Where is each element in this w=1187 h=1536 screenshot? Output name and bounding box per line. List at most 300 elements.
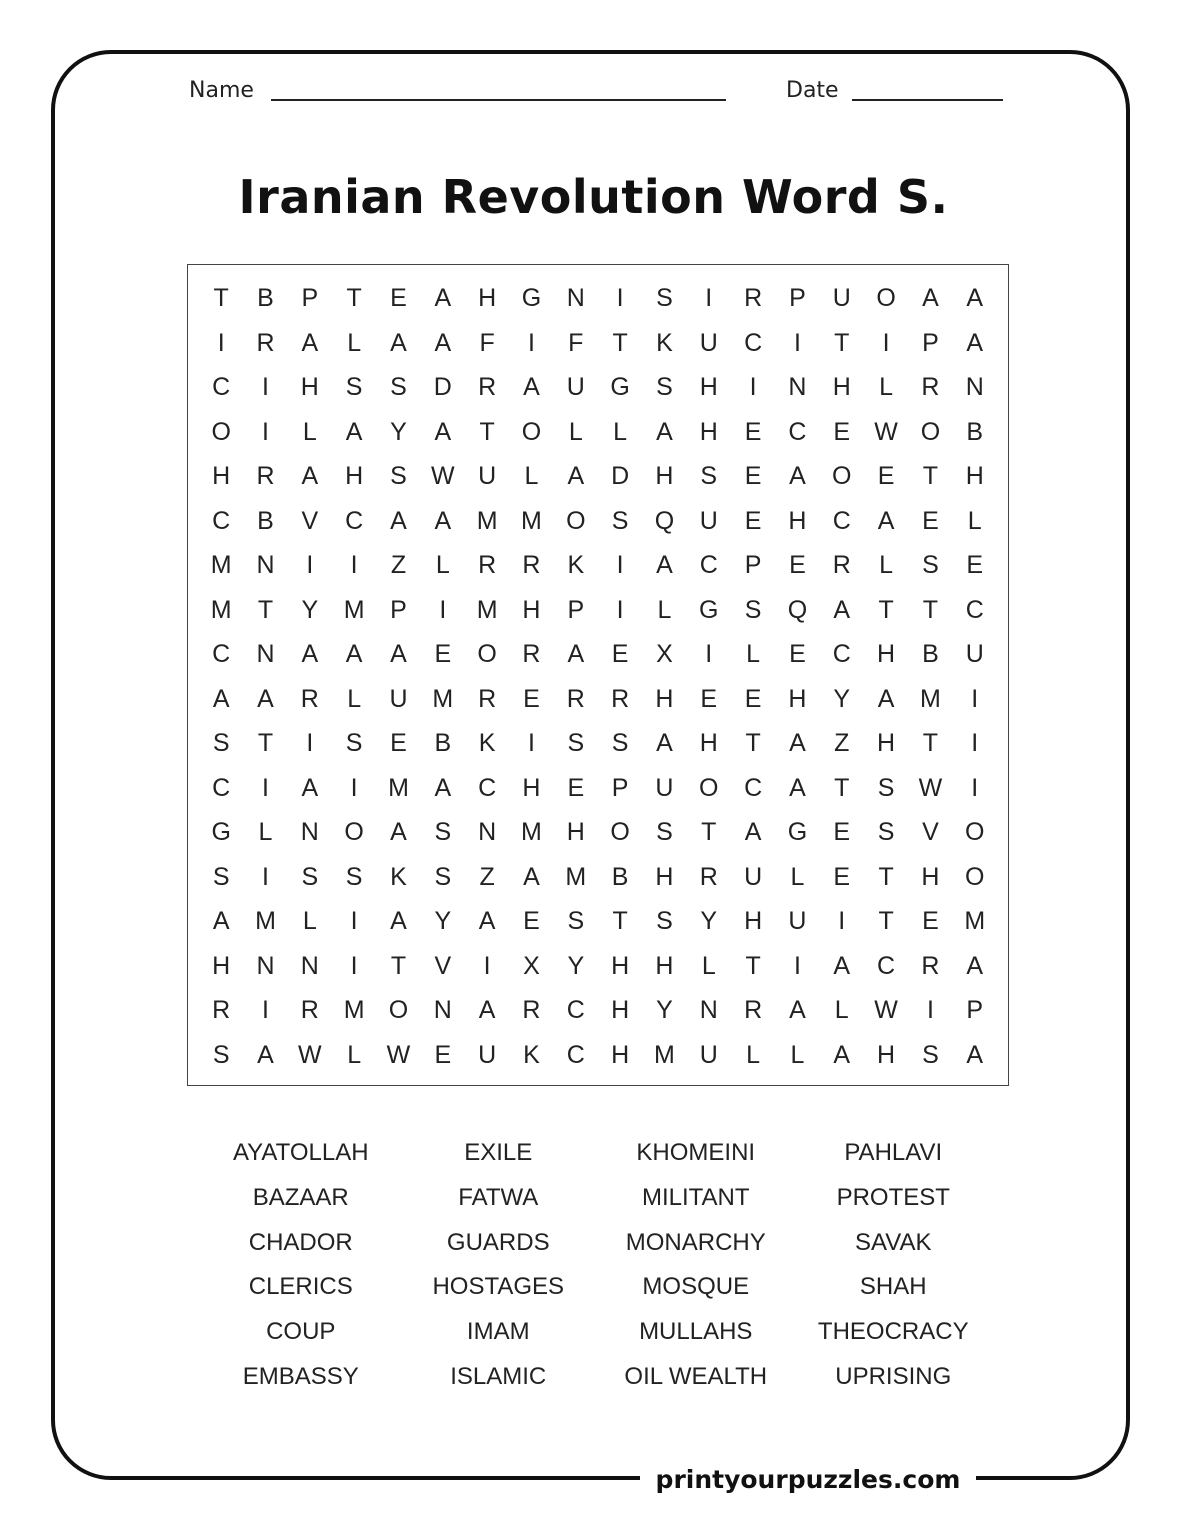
grid-letter[interactable]: P <box>567 595 585 624</box>
grid-letter[interactable]: L <box>347 1040 362 1069</box>
grid-letter[interactable]: U <box>389 684 408 713</box>
grid-letter[interactable]: M <box>920 684 941 713</box>
grid-letter[interactable]: R <box>522 551 541 579</box>
grid-letter[interactable]: B <box>257 284 274 312</box>
grid-letter[interactable]: N <box>256 551 275 579</box>
grid-letter[interactable]: P <box>789 284 806 312</box>
grid-letter[interactable]: R <box>256 328 275 357</box>
grid-letter[interactable]: S <box>212 1040 230 1069</box>
grid-letter[interactable]: T <box>257 729 274 757</box>
grid-letter[interactable]: A <box>966 951 984 980</box>
grid-letter[interactable]: U <box>965 640 984 668</box>
grid-letter[interactable]: O <box>388 996 409 1024</box>
grid-letter[interactable]: T <box>834 773 850 802</box>
grid-letter[interactable]: M <box>210 551 232 579</box>
grid-letter[interactable]: T <box>612 907 628 935</box>
grid-letter[interactable]: I <box>350 951 358 980</box>
grid-letter[interactable]: C <box>566 1040 585 1069</box>
grid-letter[interactable]: H <box>212 951 231 980</box>
grid-letter[interactable]: I <box>306 551 314 579</box>
grid-letter[interactable]: A <box>390 907 407 935</box>
grid-letter[interactable]: M <box>343 996 365 1024</box>
grid-letter[interactable]: S <box>567 729 585 757</box>
grid-letter[interactable]: M <box>255 907 276 935</box>
grid-letter[interactable]: A <box>301 328 319 357</box>
grid-letter[interactable]: E <box>877 462 895 490</box>
grid-letter[interactable]: H <box>788 684 807 713</box>
grid-letter[interactable]: P <box>922 328 939 357</box>
grid-letter[interactable]: E <box>833 818 851 846</box>
grid-letter[interactable]: A <box>833 951 851 980</box>
grid-letter[interactable]: H <box>611 1040 630 1069</box>
grid-letter[interactable]: H <box>566 818 585 846</box>
grid-letter[interactable]: T <box>834 328 850 357</box>
grid-letter[interactable]: N <box>478 818 497 846</box>
grid-letter[interactable]: A <box>301 462 319 490</box>
grid-letter[interactable]: C <box>832 506 851 535</box>
grid-letter[interactable]: Z <box>390 551 407 579</box>
grid-letter[interactable]: H <box>832 373 851 401</box>
grid-letter[interactable]: A <box>390 640 407 668</box>
grid-letter[interactable]: A <box>345 640 363 668</box>
grid-letter[interactable]: G <box>610 373 630 401</box>
grid-letter[interactable]: R <box>744 284 763 312</box>
grid-letter[interactable]: I <box>616 595 624 624</box>
grid-letter[interactable]: R <box>478 373 497 401</box>
grid-letter[interactable]: L <box>302 417 317 446</box>
grid-letter[interactable]: H <box>300 373 319 401</box>
grid-letter[interactable]: W <box>298 1040 322 1069</box>
grid-letter[interactable]: A <box>478 996 496 1024</box>
grid-letter[interactable]: E <box>744 462 762 490</box>
grid-letter[interactable]: O <box>211 417 231 446</box>
grid-letter[interactable]: T <box>878 595 894 624</box>
grid-letter[interactable]: H <box>699 729 718 757</box>
grid-letter[interactable]: E <box>390 284 407 312</box>
grid-letter[interactable]: S <box>922 1040 939 1069</box>
grid-letter[interactable]: U <box>699 1040 718 1069</box>
grid-letter[interactable]: H <box>655 462 674 490</box>
grid-letter[interactable]: A <box>434 328 452 357</box>
grid-letter[interactable]: L <box>524 462 539 490</box>
grid-letter[interactable]: T <box>745 951 761 980</box>
grid-letter[interactable]: A <box>789 462 806 490</box>
grid-letter[interactable]: U <box>699 506 718 535</box>
grid-letter[interactable]: M <box>654 1040 675 1069</box>
grid-letter[interactable]: Y <box>833 684 851 713</box>
grid-letter[interactable]: G <box>211 818 231 846</box>
grid-letter[interactable]: A <box>301 773 319 802</box>
grid-letter[interactable]: S <box>434 862 452 891</box>
grid-letter[interactable]: B <box>611 862 629 891</box>
grid-letter[interactable]: N <box>256 640 275 668</box>
grid-letter[interactable]: S <box>212 729 230 757</box>
grid-letter[interactable]: I <box>527 729 535 757</box>
grid-letter[interactable]: Z <box>479 862 495 891</box>
grid-letter[interactable]: V <box>301 506 319 535</box>
grid-letter[interactable]: S <box>390 373 407 401</box>
grid-letter[interactable]: W <box>386 1040 411 1069</box>
grid-letter[interactable]: A <box>478 907 496 935</box>
grid-letter[interactable]: K <box>478 729 496 757</box>
grid-letter[interactable]: I <box>350 907 358 935</box>
grid-letter[interactable]: A <box>656 551 673 579</box>
grid-letter[interactable]: U <box>478 1040 497 1069</box>
grid-letter[interactable]: S <box>567 907 585 935</box>
grid-letter[interactable]: Y <box>301 595 319 624</box>
grid-letter[interactable]: C <box>478 773 497 802</box>
grid-letter[interactable]: C <box>965 595 984 624</box>
grid-letter[interactable]: Y <box>656 996 673 1024</box>
grid-letter[interactable]: Q <box>654 506 675 535</box>
grid-letter[interactable]: E <box>922 506 939 535</box>
grid-letter[interactable]: R <box>921 951 940 980</box>
grid-letter[interactable]: C <box>345 506 364 535</box>
grid-letter[interactable]: N <box>965 373 984 401</box>
grid-letter[interactable]: M <box>388 773 409 802</box>
grid-letter[interactable]: N <box>300 818 319 846</box>
grid-letter[interactable]: S <box>345 862 363 891</box>
grid-letter[interactable]: C <box>566 996 585 1024</box>
grid-letter[interactable]: L <box>657 595 672 624</box>
grid-letter[interactable]: C <box>744 773 763 802</box>
grid-letter[interactable]: K <box>567 551 585 579</box>
grid-letter[interactable]: C <box>212 640 231 668</box>
grid-letter[interactable]: I <box>882 328 890 357</box>
grid-letter[interactable]: L <box>347 684 362 713</box>
grid-letter[interactable]: T <box>346 284 362 312</box>
grid-letter[interactable]: H <box>699 417 718 446</box>
grid-letter[interactable]: L <box>613 417 628 446</box>
grid-letter[interactable]: H <box>921 862 940 891</box>
grid-letter[interactable]: E <box>744 417 762 446</box>
grid-letter[interactable]: X <box>656 640 673 668</box>
grid-letter[interactable]: I <box>971 773 979 802</box>
grid-letter[interactable]: H <box>478 284 497 312</box>
grid-letter[interactable]: L <box>834 996 849 1024</box>
grid-letter[interactable]: S <box>212 862 230 891</box>
grid-letter[interactable]: O <box>876 284 896 312</box>
grid-letter[interactable]: S <box>656 373 673 401</box>
grid-letter[interactable]: S <box>700 462 718 490</box>
grid-letter[interactable]: E <box>744 684 762 713</box>
grid-letter[interactable]: E <box>833 417 851 446</box>
grid-letter[interactable]: S <box>611 729 629 757</box>
grid-letter[interactable]: E <box>922 907 939 935</box>
grid-letter[interactable]: H <box>788 506 807 535</box>
name-field[interactable] <box>271 99 726 101</box>
grid-letter[interactable]: A <box>257 1040 274 1069</box>
grid-letter[interactable]: U <box>478 462 497 490</box>
grid-letter[interactable]: K <box>656 328 673 357</box>
grid-letter[interactable]: C <box>212 773 231 802</box>
grid-letter[interactable]: I <box>971 729 979 757</box>
grid-letter[interactable]: H <box>345 462 364 490</box>
grid-letter[interactable]: B <box>966 417 984 446</box>
grid-letter[interactable]: S <box>434 818 452 846</box>
grid-letter[interactable]: L <box>879 373 894 401</box>
grid-letter[interactable]: Y <box>434 907 452 935</box>
grid-letter[interactable]: B <box>434 729 452 757</box>
grid-letter[interactable]: L <box>258 818 273 846</box>
grid-letter[interactable]: I <box>306 729 314 757</box>
grid-letter[interactable]: L <box>302 907 317 935</box>
grid-letter[interactable]: A <box>434 773 452 802</box>
grid-letter[interactable]: T <box>878 862 894 891</box>
grid-letter[interactable]: X <box>523 951 540 980</box>
grid-letter[interactable]: A <box>390 818 407 846</box>
grid-letter[interactable]: R <box>744 996 763 1024</box>
grid-letter[interactable]: N <box>300 951 319 980</box>
grid-letter[interactable]: I <box>926 996 934 1024</box>
grid-letter[interactable]: W <box>874 996 898 1024</box>
grid-letter[interactable]: R <box>611 684 630 713</box>
grid-letter[interactable]: I <box>616 551 624 579</box>
grid-letter[interactable]: O <box>699 773 719 802</box>
date-field[interactable] <box>852 99 1003 101</box>
grid-letter[interactable]: I <box>439 595 447 624</box>
grid-letter[interactable]: S <box>301 862 319 891</box>
grid-letter[interactable]: P <box>744 551 762 579</box>
grid-letter[interactable]: M <box>210 595 232 624</box>
grid-letter[interactable]: E <box>789 551 806 579</box>
grid-letter[interactable]: O <box>566 506 586 535</box>
grid-letter[interactable]: L <box>790 862 805 891</box>
grid-letter[interactable]: L <box>790 1040 805 1069</box>
grid-letter[interactable]: O <box>477 640 497 668</box>
grid-letter[interactable]: H <box>877 1040 896 1069</box>
grid-letter[interactable]: E <box>611 640 629 668</box>
grid-letter[interactable]: R <box>212 996 231 1024</box>
grid-letter[interactable]: W <box>918 773 943 802</box>
grid-letter[interactable]: A <box>922 284 939 312</box>
grid-letter[interactable]: S <box>922 551 939 579</box>
puzzle-grid[interactable] <box>199 276 997 1077</box>
grid-letter[interactable]: H <box>699 373 718 401</box>
grid-letter[interactable]: Z <box>834 729 850 757</box>
grid-letter[interactable]: T <box>745 729 761 757</box>
grid-letter[interactable]: P <box>390 595 407 624</box>
grid-letter[interactable]: L <box>746 1040 761 1069</box>
grid-letter[interactable]: M <box>565 862 587 891</box>
grid-letter[interactable]: E <box>966 551 984 579</box>
grid-letter[interactable]: L <box>701 951 716 980</box>
grid-letter[interactable]: A <box>390 328 407 357</box>
grid-letter[interactable]: T <box>479 417 495 446</box>
grid-letter[interactable]: S <box>877 818 895 846</box>
grid-letter[interactable]: S <box>656 818 673 846</box>
grid-letter[interactable]: I <box>217 328 225 357</box>
grid-letter[interactable]: H <box>522 595 541 624</box>
grid-letter[interactable]: R <box>478 551 497 579</box>
grid-letter[interactable]: H <box>744 907 763 935</box>
grid-letter[interactable]: A <box>567 640 585 668</box>
grid-letter[interactable]: U <box>655 773 674 802</box>
grid-letter[interactable]: H <box>655 951 674 980</box>
grid-letter[interactable]: L <box>746 640 761 668</box>
grid-letter[interactable]: R <box>478 684 497 713</box>
grid-letter[interactable]: S <box>345 729 363 757</box>
grid-letter[interactable]: I <box>971 684 979 713</box>
grid-letter[interactable]: W <box>874 417 898 446</box>
grid-letter[interactable]: R <box>300 996 319 1024</box>
grid-letter[interactable]: A <box>833 595 851 624</box>
grid-letter[interactable]: T <box>390 951 407 980</box>
grid-letter[interactable]: A <box>301 640 319 668</box>
grid-letter[interactable]: P <box>966 996 984 1024</box>
site-url[interactable]: printyourpuzzles.com <box>655 1465 961 1494</box>
grid-letter[interactable]: A <box>833 1040 851 1069</box>
grid-letter[interactable]: I <box>705 640 713 668</box>
grid-letter[interactable]: A <box>966 284 984 312</box>
grid-letter[interactable]: V <box>922 818 939 846</box>
grid-letter[interactable]: M <box>432 684 454 713</box>
grid-letter[interactable]: A <box>789 773 806 802</box>
grid-letter[interactable]: E <box>567 773 585 802</box>
grid-letter[interactable]: S <box>744 595 762 624</box>
grid-letter[interactable]: H <box>611 951 630 980</box>
grid-letter[interactable]: E <box>789 640 806 668</box>
grid-letter[interactable]: A <box>257 684 274 713</box>
grid-letter[interactable]: N <box>433 996 452 1024</box>
grid-letter[interactable]: S <box>345 373 363 401</box>
grid-letter[interactable]: A <box>966 328 984 357</box>
grid-letter[interactable]: C <box>788 417 807 446</box>
grid-letter[interactable]: Q <box>787 595 808 624</box>
grid-letter[interactable]: H <box>655 684 674 713</box>
grid-letter[interactable]: E <box>434 640 452 668</box>
grid-letter[interactable]: T <box>922 595 939 624</box>
grid-letter[interactable]: A <box>212 684 230 713</box>
grid-letter[interactable]: C <box>699 551 718 579</box>
grid-letter[interactable]: R <box>699 862 718 891</box>
grid-letter[interactable]: A <box>345 417 363 446</box>
grid-letter[interactable]: O <box>965 818 985 846</box>
grid-letter[interactable]: B <box>922 640 939 668</box>
grid-letter[interactable]: R <box>522 640 541 668</box>
grid-letter[interactable]: A <box>434 417 452 446</box>
grid-letter[interactable]: T <box>612 328 628 357</box>
grid-letter[interactable]: S <box>390 462 407 490</box>
grid-letter[interactable]: L <box>879 551 894 579</box>
grid-letter[interactable]: M <box>521 818 542 846</box>
grid-letter[interactable]: P <box>611 773 629 802</box>
grid-letter[interactable]: O <box>610 818 630 846</box>
grid-letter[interactable]: R <box>832 551 851 579</box>
grid-letter[interactable]: I <box>262 417 269 446</box>
grid-letter[interactable]: T <box>922 729 939 757</box>
grid-letter[interactable]: L <box>568 417 583 446</box>
grid-letter[interactable]: N <box>566 284 585 312</box>
grid-letter[interactable]: A <box>523 862 540 891</box>
grid-letter[interactable]: I <box>749 373 757 401</box>
grid-letter[interactable]: R <box>256 462 275 490</box>
grid-letter[interactable]: R <box>300 684 319 713</box>
grid-letter[interactable]: Y <box>567 951 585 980</box>
grid-letter[interactable]: M <box>476 506 498 535</box>
grid-letter[interactable]: P <box>301 284 319 312</box>
grid-letter[interactable]: C <box>744 328 763 357</box>
grid-letter[interactable]: T <box>213 284 229 312</box>
grid-letter[interactable]: D <box>433 373 452 401</box>
grid-letter[interactable]: C <box>212 373 231 401</box>
grid-letter[interactable]: A <box>567 462 585 490</box>
grid-letter[interactable]: O <box>920 417 941 446</box>
grid-letter[interactable]: B <box>257 506 274 535</box>
grid-letter[interactable]: C <box>877 951 896 980</box>
grid-letter[interactable]: A <box>789 729 806 757</box>
grid-letter[interactable]: A <box>966 1040 984 1069</box>
grid-letter[interactable]: E <box>523 684 540 713</box>
grid-letter[interactable]: S <box>877 773 895 802</box>
grid-letter[interactable]: A <box>523 373 540 401</box>
grid-letter[interactable]: K <box>523 1040 540 1069</box>
grid-letter[interactable]: Y <box>700 907 718 935</box>
grid-letter[interactable]: G <box>787 818 808 846</box>
grid-letter[interactable]: A <box>877 506 895 535</box>
grid-letter[interactable]: R <box>522 996 541 1024</box>
grid-letter[interactable]: E <box>833 862 851 891</box>
grid-letter[interactable]: T <box>257 595 274 624</box>
grid-letter[interactable]: A <box>744 818 762 846</box>
grid-letter[interactable]: T <box>922 462 939 490</box>
grid-letter[interactable]: L <box>347 328 362 357</box>
grid-letter[interactable]: L <box>967 506 982 535</box>
grid-letter[interactable]: L <box>435 551 450 579</box>
grid-letter[interactable]: A <box>434 284 452 312</box>
grid-letter[interactable]: I <box>262 773 269 802</box>
grid-letter[interactable]: D <box>611 462 630 490</box>
grid-letter[interactable]: O <box>965 862 985 891</box>
grid-letter[interactable]: U <box>788 907 807 935</box>
grid-letter[interactable]: A <box>434 506 452 535</box>
grid-letter[interactable]: E <box>744 506 762 535</box>
grid-letter[interactable]: F <box>479 328 495 357</box>
grid-letter[interactable]: R <box>566 684 585 713</box>
grid-letter[interactable]: A <box>212 907 230 935</box>
grid-letter[interactable]: M <box>476 595 498 624</box>
grid-letter[interactable]: U <box>832 284 851 312</box>
grid-letter[interactable]: S <box>611 506 629 535</box>
grid-letter[interactable]: Y <box>390 417 407 446</box>
grid-letter[interactable]: M <box>343 595 365 624</box>
grid-letter[interactable]: E <box>523 907 540 935</box>
grid-letter[interactable]: H <box>522 773 541 802</box>
grid-letter[interactable]: U <box>744 862 763 891</box>
grid-letter[interactable]: H <box>611 996 630 1024</box>
grid-letter[interactable]: E <box>434 1040 452 1069</box>
grid-letter[interactable]: E <box>700 684 718 713</box>
grid-letter[interactable]: I <box>527 328 535 357</box>
grid-letter[interactable]: O <box>832 462 852 490</box>
grid-letter[interactable]: U <box>566 373 585 401</box>
grid-letter[interactable]: A <box>656 729 673 757</box>
grid-letter[interactable]: H <box>212 462 231 490</box>
grid-letter[interactable]: A <box>656 417 673 446</box>
grid-letter[interactable]: C <box>832 640 851 668</box>
grid-letter[interactable]: I <box>262 996 269 1024</box>
grid-letter[interactable]: M <box>521 506 542 535</box>
grid-letter[interactable]: W <box>431 462 455 490</box>
grid-letter[interactable]: E <box>390 729 407 757</box>
grid-letter[interactable]: N <box>256 951 275 980</box>
grid-letter[interactable]: A <box>789 996 806 1024</box>
grid-letter[interactable]: N <box>699 996 718 1024</box>
grid-letter[interactable]: T <box>701 818 717 846</box>
grid-letter[interactable]: I <box>838 907 846 935</box>
grid-letter[interactable]: I <box>262 373 269 401</box>
grid-letter[interactable]: H <box>877 729 896 757</box>
